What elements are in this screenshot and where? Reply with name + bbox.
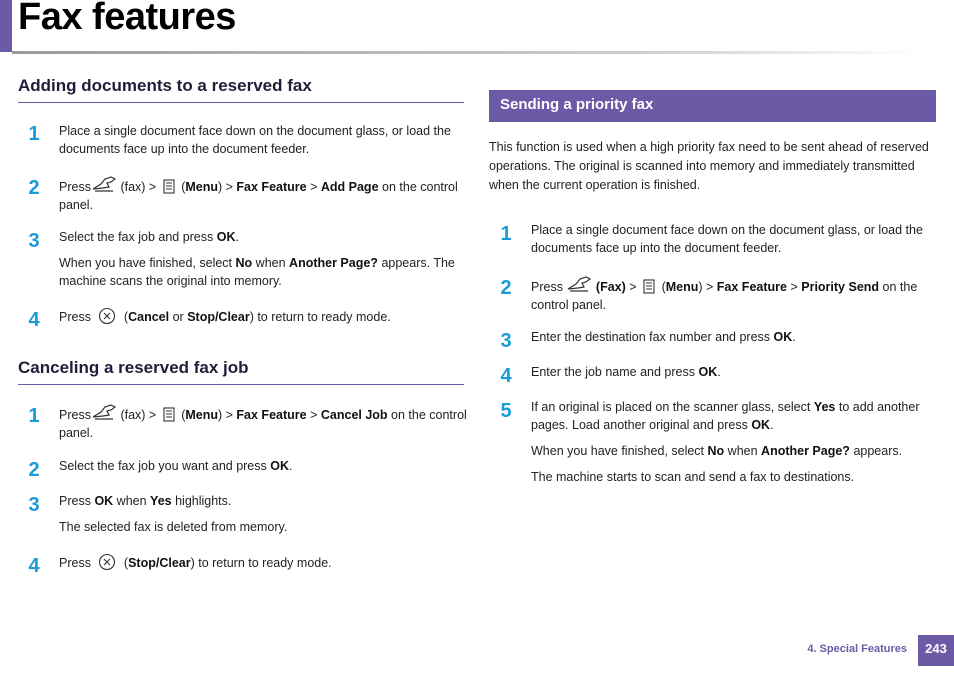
- section-rule: [18, 102, 464, 103]
- step-note: The selected fax is deleted from memory.: [59, 520, 288, 534]
- banner-title: Sending a priority fax: [500, 96, 654, 113]
- menu-icon: [162, 179, 176, 194]
- step-number: 2: [500, 277, 512, 299]
- step-text: Press OK when Yes highlights.: [59, 494, 232, 508]
- step-number: 3: [28, 230, 40, 252]
- step-text: Press (Fax) > (Menu) > Fax Feature > Priority Send on the control panel.: [531, 275, 936, 314]
- fax-icon: [91, 175, 117, 193]
- page-title: Fax features: [18, 0, 236, 38]
- step-note: The machine starts to scan and send a fax to destinations.: [531, 470, 855, 484]
- step-text: Enter the job name and press OK.: [531, 365, 721, 379]
- step-number: 3: [500, 330, 512, 352]
- step-text: Select the fax job you want and press OK.: [59, 459, 293, 473]
- stop-clear-icon: [98, 553, 116, 571]
- step-number: 1: [28, 123, 40, 145]
- section-rule: [18, 384, 464, 385]
- step-note: When you have finished, select No when Another Page? appears.: [531, 444, 903, 458]
- step-text: Select the fax job and press OK.: [59, 230, 239, 244]
- step-text: Press (Stop/Clear) to return to ready mode.: [59, 553, 469, 572]
- step-number: 1: [500, 223, 512, 245]
- step-number: 4: [28, 555, 40, 577]
- step-text: If an original is placed on the scanner glass, select Yes to add another pages. Load another original and press OK.: [531, 400, 920, 432]
- title-accent-bar: [0, 0, 12, 52]
- menu-icon: [162, 407, 176, 422]
- section-heading-adding-documents: Adding documents to a reserved fax: [18, 76, 312, 95]
- step-text: Place a single document face down on the document glass, or load the documents face up into the document feeder.: [531, 223, 923, 255]
- step-text: Place a single document face down on the document glass, or load the documents face up into the document feeder.: [59, 124, 451, 156]
- step-text: Press (fax) > (Menu) > Fax Feature > Cancel Job on the control panel.: [59, 403, 469, 442]
- title-rule: [12, 51, 922, 54]
- step-text: Press (Cancel or Stop/Clear) to return to ready mode.: [59, 307, 469, 326]
- intro-paragraph: This function is used when a high priority fax need to be sent ahead of reserved operations. The original is scanned into memory and immediately transmitted when the current operation is finished.: [489, 140, 929, 192]
- section-heading-canceling-fax-job: Canceling a reserved fax job: [18, 358, 249, 377]
- step-number: 1: [28, 405, 40, 427]
- fax-icon: [91, 403, 117, 421]
- fax-icon: [566, 275, 592, 293]
- step-number: 4: [500, 365, 512, 387]
- stop-clear-icon: [98, 307, 116, 325]
- step-number: 3: [28, 494, 40, 516]
- footer-chapter: 4. Special Features: [807, 643, 907, 655]
- menu-icon: [642, 279, 656, 294]
- step-note: When you have finished, select No when Another Page? appears. The machine scans the original into memory.: [59, 256, 455, 288]
- step-text: Press (fax) > (Menu) > Fax Feature > Add Page on the control panel.: [59, 175, 469, 214]
- step-number: 4: [28, 309, 40, 331]
- step-text: Enter the destination fax number and press OK.: [531, 330, 796, 344]
- step-number: 2: [28, 177, 40, 199]
- step-number: 2: [28, 459, 40, 481]
- page-number: 243: [918, 635, 954, 666]
- step-number: 5: [500, 400, 512, 422]
- section-banner-priority-fax: [489, 90, 936, 122]
